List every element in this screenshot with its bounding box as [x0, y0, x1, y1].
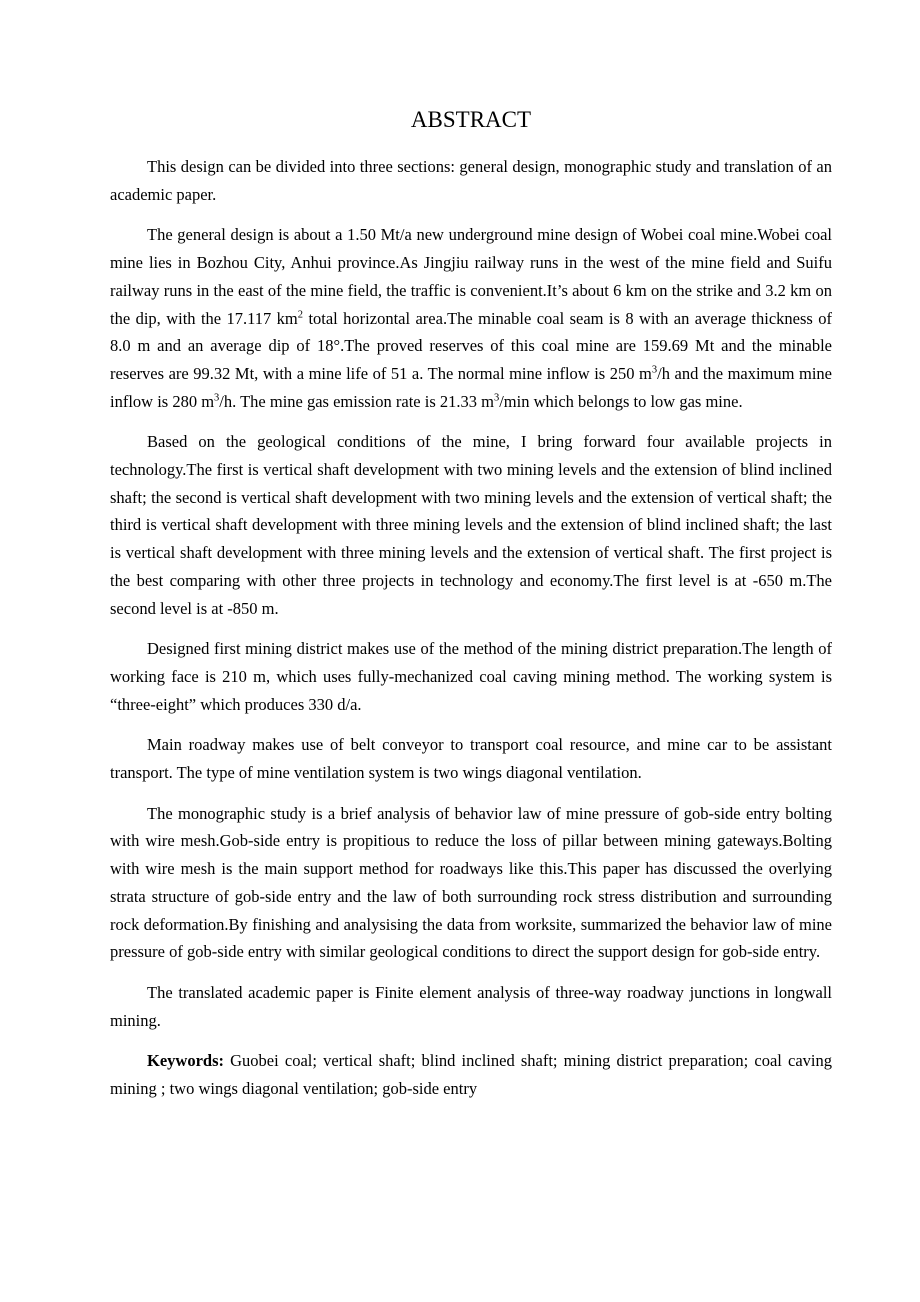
- paragraph-mining-district: Designed first mining district makes use of the method of the mining district preparation.The length of working face is 210 m, which uses fully-mechanized coal caving mining method. The working system is “three-eight” which produces 330 d/a.: [110, 639, 832, 714]
- paragraph-keywords: [110, 1047, 832, 1102]
- text-run: The general design is about a 1.50 Mt/a new underground mine design of Wobei coal mine.Wobei coal mine lies in Bozhou City, Anhui province.As Jingjiu railway runs in the west of the mine field and Suifu railway runs in the east of the mine field, the traffic is convenient.It’s about 6 km on the strike and 3.2 km on the dip, with the 17.117 km: [110, 225, 832, 328]
- keywords-label: Keywords:: [147, 1051, 224, 1071]
- paragraph-intro: This design can be divided into three sections: general design, monographic study and translation of an academic paper.: [110, 157, 832, 204]
- text-run: /min which belongs to low gas mine.: [499, 391, 743, 411]
- text-run: /h and the maximum mine inflow is 280 m: [110, 363, 833, 411]
- superscript: 3: [214, 392, 220, 404]
- text-run: /h. The mine gas emission rate is 21.33 m: [219, 391, 494, 411]
- paragraph-translation: The translated academic paper is Finite element analysis of three-way roadway junctions in longwall mining.: [110, 982, 832, 1030]
- superscript: 3: [493, 392, 500, 404]
- paragraph-transport: Main roadway makes use of belt conveyor to transport coal resource, and mine car to be assistant transport. The type of mine ventilation system is two wings diagonal ventilation.: [110, 735, 832, 783]
- text-run: total horizontal area.The minable coal seam is 8 with an average thickness of 8.0 m and an average dip of 18°.The proved reserves of this coal mine are 159.69 Mt and the minable reserves are 99.32 Mt, with a mine life of 51 a. The normal mine inflow is 250 m: [110, 308, 832, 383]
- page-title: ABSTRACT: [410, 107, 532, 132]
- keywords-text: Guobei coal; vertical shaft; blind inclined shaft; mining district preparation; coal caving mining ; two wings diagonal ventilation; gob-side entry: [110, 1051, 832, 1099]
- superscript: 3: [651, 364, 658, 376]
- paragraph-general-design: [110, 221, 832, 415]
- paragraph-projects: Based on the geological conditions of the mine, I bring forward four available projects in technology.The first is vertical shaft development with two mining levels and the extension of blind inclined shaft; the second is vertical shaft development with two mining levels and the extension of vertical shaft; the third is vertical shaft development with three mining levels and the extension of blind inclined shaft; the last is vertical shaft development with three mining levels and the extension of vertical shaft. The first project is the best comparing with other three projects in technology and economy.The first level is at -650 m.The second level is at -850 m.: [110, 432, 832, 618]
- paragraph-monographic-study: The monographic study is a brief analysis of behavior law of mine pressure of gob-side entry bolting with wire mesh.Gob-side entry is propitious to reduce the loss of pillar between mining gateways.Bolting with wire mesh is the main support method for roadways like this.This paper has discussed the overlying strata structure of gob-side entry and the law of both surrounding rock stress distribution and surrounding rock deformation.By finishing and analysising the data from worksite, summarized the behavior law of mine pressure of gob-side entry with similar geological conditions to direct the support design for gob-side entry.: [110, 803, 832, 962]
- superscript: 2: [297, 309, 304, 321]
- abstract-content: [110, 100, 832, 1116]
